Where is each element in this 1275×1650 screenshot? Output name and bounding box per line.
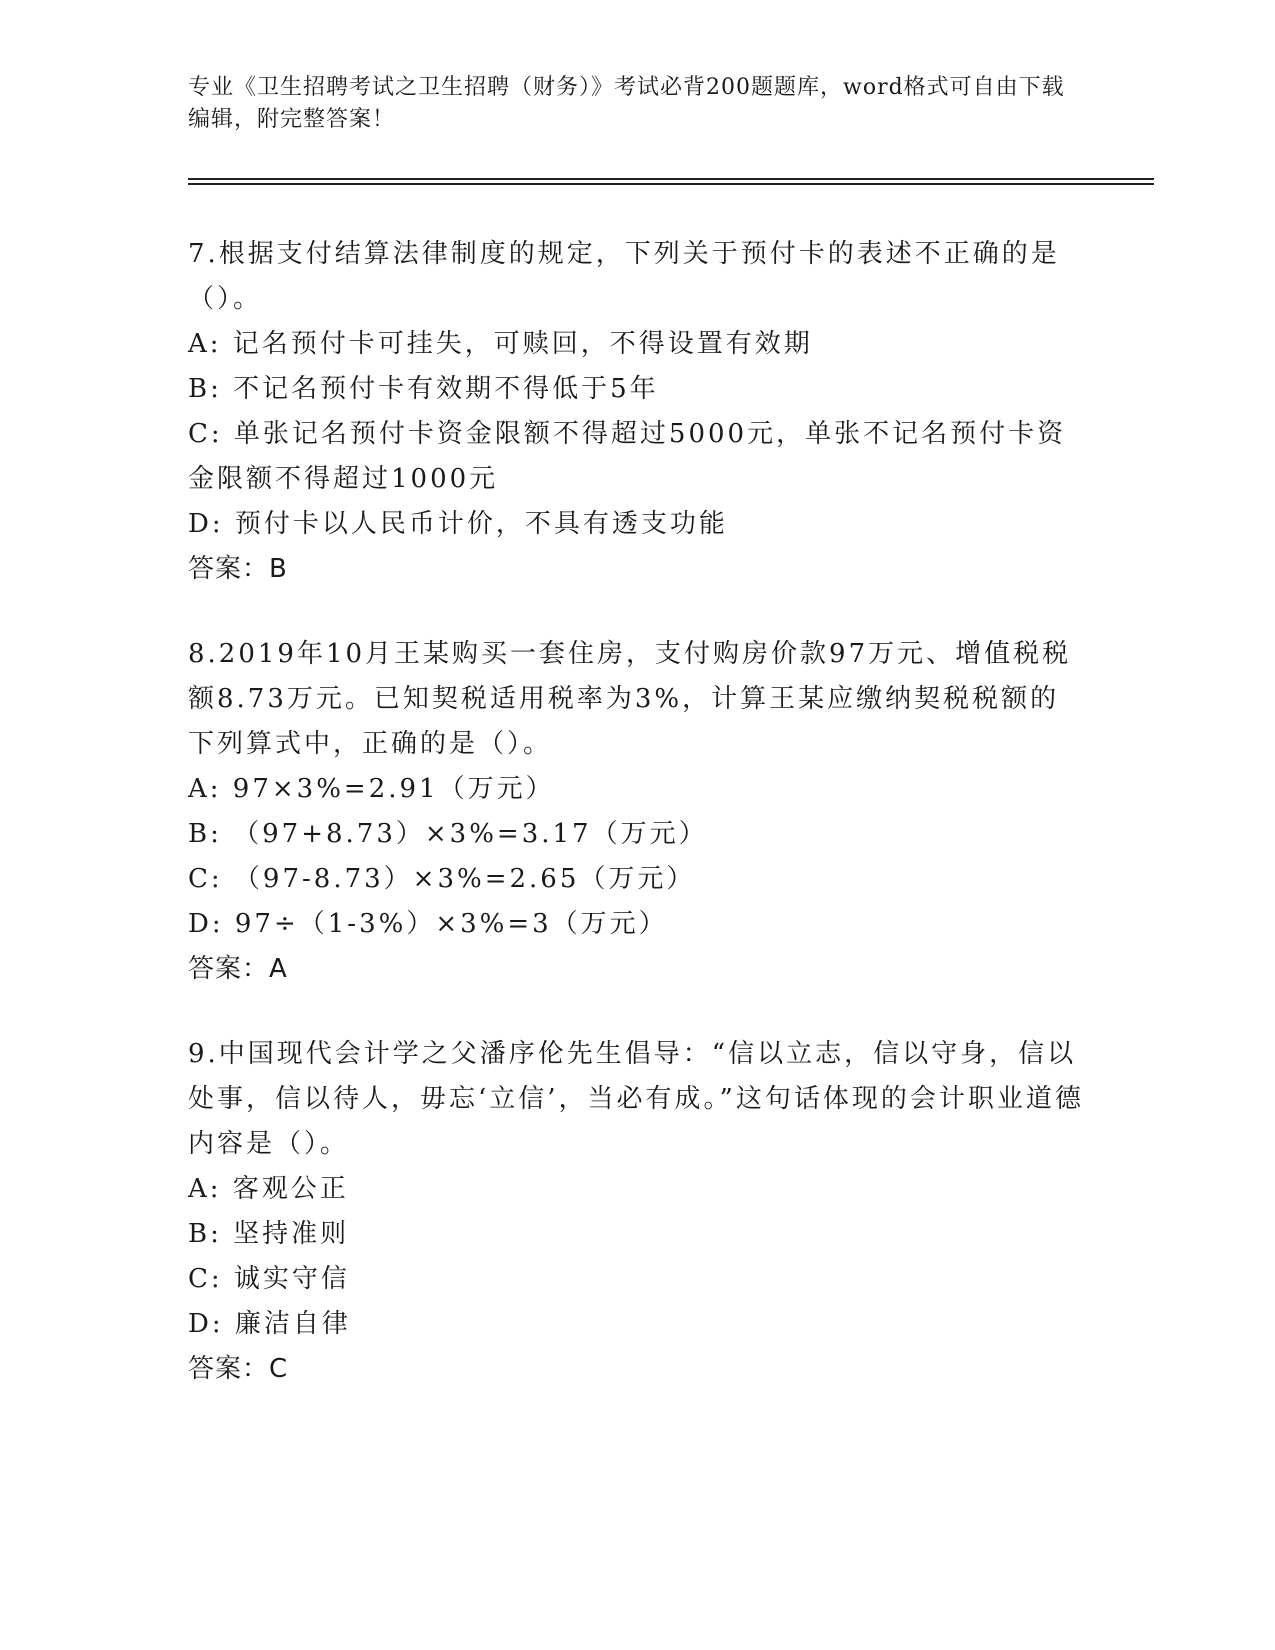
option-a: A: 客观公正	[188, 1174, 349, 1204]
question-9	[188, 1032, 1088, 1392]
option-c: C: （97-8.73）×3%=2.65（万元）	[188, 864, 696, 894]
header-divider-bottom	[188, 183, 1154, 185]
question-8	[188, 632, 1088, 992]
option-a: A: 97×3%=2.91（万元）	[188, 774, 555, 804]
answer-line: 答案：B	[188, 554, 288, 584]
header-divider-top	[188, 178, 1154, 180]
option-c: C: 单张记名预付卡资金限额不得超过5000元，单张不记名预付卡资金限额不得超过1000元	[188, 419, 1067, 494]
question-stem: 8.2019年10月王某购买一套住房，支付购房价款97万元、增值税税额8.73万元。已知契税适用税率为3%，计算王某应缴纳契税税额的下列算式中，正确的是（）。	[188, 639, 1072, 759]
option-c: C: 诚实守信	[188, 1264, 350, 1294]
option-d: D: 廉洁自律	[188, 1309, 351, 1339]
option-b: B: 不记名预付卡有效期不得低于5年	[188, 374, 659, 404]
question-stem: 9.中国现代会计学之父潘序伦先生倡导：“信以立志，信以守身，信以处事，信以待人，毋忘‘立信’，当必有成。”这句话体现的会计职业道德内容是（）。	[188, 1039, 1084, 1159]
option-d: D: 97÷（1-3%）×3%=3（万元）	[188, 909, 668, 939]
document-header: 专业《卫生招聘考试之卫生招聘（财务）》考试必背200题题库，word格式可自由下载编辑，附完整答案！	[188, 75, 1065, 132]
answer-line: 答案：C	[188, 1354, 289, 1384]
question-list	[188, 232, 1088, 1432]
answer-line: 答案：A	[188, 954, 288, 984]
option-a: A: 记名预付卡可挂失，可赎回，不得设置有效期	[188, 329, 813, 359]
option-d: D: 预付卡以人民币计价，不具有透支功能	[188, 509, 728, 539]
question-7	[188, 232, 1088, 592]
option-b: B: （97+8.73）×3%=3.17（万元）	[188, 819, 708, 849]
question-stem: 7.根据支付结算法律制度的规定，下列关于预付卡的表述不正确的是（）。	[188, 239, 1060, 314]
option-b: B: 坚持准则	[188, 1219, 350, 1249]
